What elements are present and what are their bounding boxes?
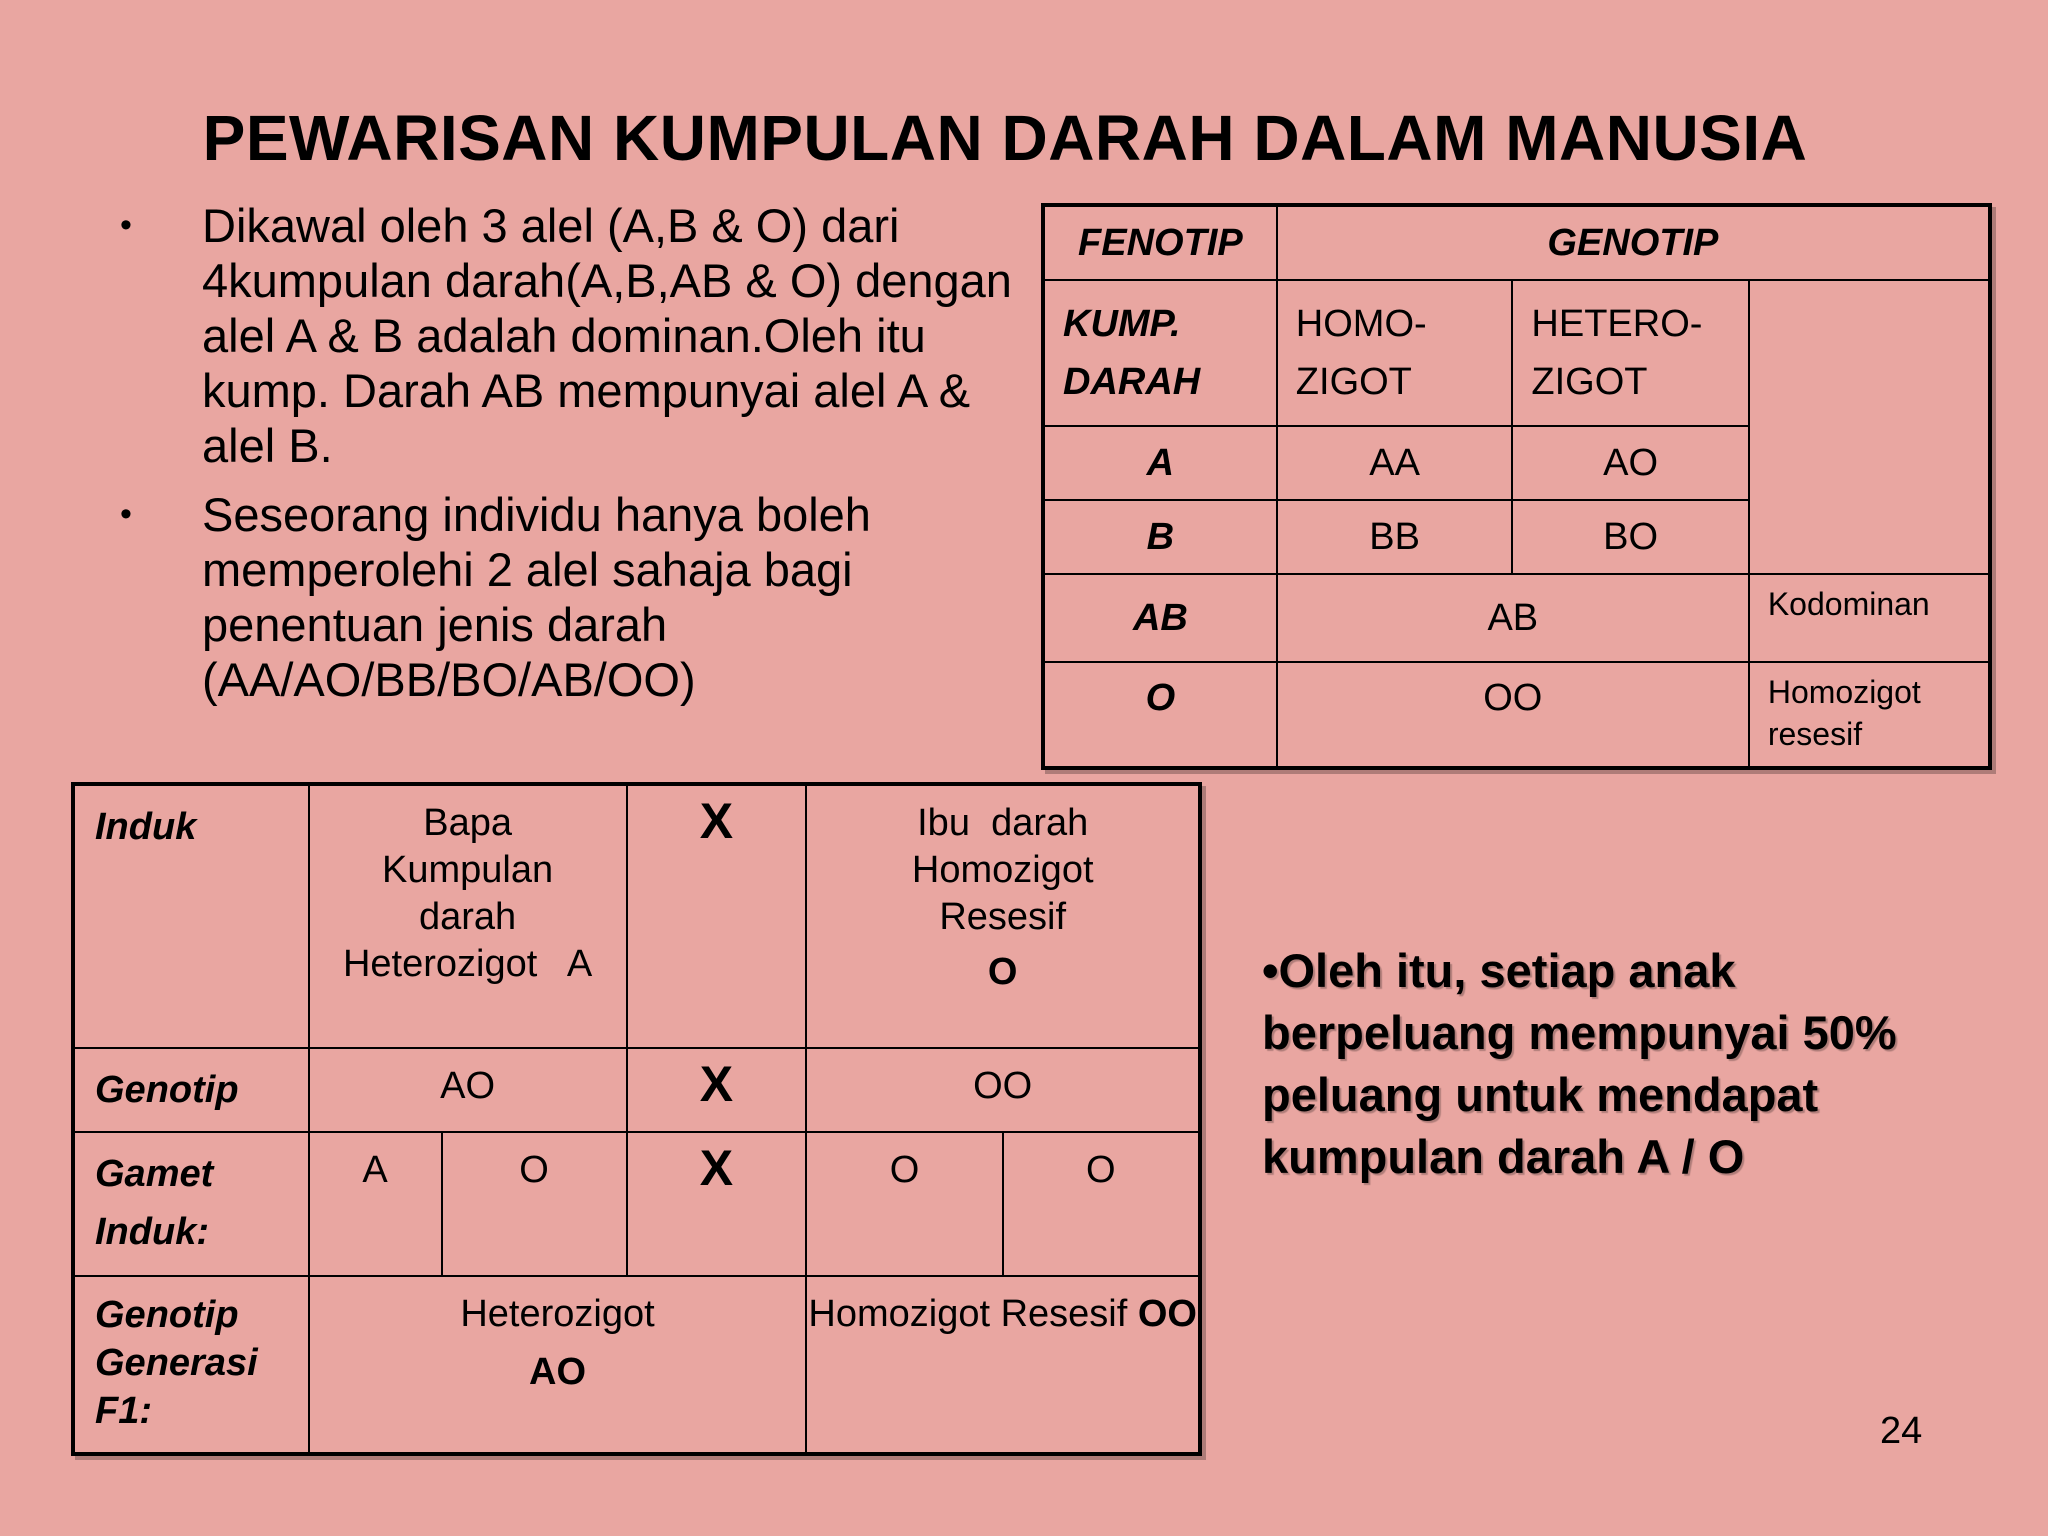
f1-label xyxy=(73,1276,309,1454)
f1-left-cell xyxy=(309,1276,807,1454)
f1-label-line: Generasi xyxy=(95,1342,258,1384)
note-cell: Kodominan xyxy=(1749,574,1990,662)
hetero-cell: AO xyxy=(1512,426,1748,500)
cross-symbol: X xyxy=(627,784,807,1048)
induk-label: Induk xyxy=(73,784,309,1048)
cross-table xyxy=(71,782,1202,1456)
bullet-item xyxy=(120,487,1020,707)
homo-cell: BB xyxy=(1277,500,1513,574)
hetero-cell: BO xyxy=(1512,500,1748,574)
genotip-label: Genotip xyxy=(73,1048,309,1132)
table-row xyxy=(1043,574,1990,662)
father-line: Bapa xyxy=(423,802,512,844)
bullet-icon: • xyxy=(120,495,132,533)
f1-label-line: F1: xyxy=(95,1390,152,1432)
f1-right-cell xyxy=(806,1276,1200,1454)
f1-right-genotype: OO xyxy=(1137,1293,1197,1335)
bullet-icon: • xyxy=(120,206,132,244)
f1-left-genotype: AO xyxy=(529,1351,587,1393)
mother-line: Resesif xyxy=(939,896,1067,938)
zigot-line: ZIGOT xyxy=(1531,361,1648,403)
heterozigot-header xyxy=(1512,280,1748,426)
mother-line: Homozigot xyxy=(911,849,1094,891)
slide-title: PEWARISAN KUMPULAN DARAH DALAM MANUSIA xyxy=(202,102,1808,174)
mother-genotype: OO xyxy=(806,1048,1200,1132)
page-number: 24 xyxy=(1880,1410,1923,1452)
conclusion-text: •Oleh itu, setiap anak berpeluang mempunyai 50% peluang untuk mendapat kumpulan darah A / O xyxy=(1262,944,1897,1183)
note-cell: Homozigot resesif xyxy=(1749,662,1990,768)
bullet-text: Dikawal oleh 3 alel (A,B & O) dari 4kumpulan darah(A,B,AB & O) dengan alel A & B adalah dominan.Oleh itu kump. Darah AB mempunyai alel A & alel B. xyxy=(202,199,1012,472)
cross-symbol: X xyxy=(627,1048,807,1132)
father-gamete: O xyxy=(442,1132,627,1276)
cross-symbol: X xyxy=(627,1132,807,1276)
f1-label-line: Genotip xyxy=(95,1294,239,1336)
father-line: Heterozigot A xyxy=(342,943,593,985)
kump-darah-label xyxy=(1043,280,1277,426)
bullet-list xyxy=(120,198,1020,721)
zigot-line: ZIGOT xyxy=(1295,361,1412,403)
father-cell xyxy=(309,784,627,1048)
table-row xyxy=(1043,662,1990,768)
father-line: Kumpulan xyxy=(382,849,554,891)
mother-line: O xyxy=(987,951,1018,993)
header-genotip: GENOTIP xyxy=(1277,205,1990,280)
f1-left-line: Heterozigot xyxy=(460,1293,655,1335)
header-fenotip: FENOTIP xyxy=(1043,205,1277,280)
genotype-cell: AB xyxy=(1277,574,1749,662)
darah-line: DARAH xyxy=(1063,361,1201,403)
mother-line: Ibu darah xyxy=(917,802,1089,844)
group-cell: AB xyxy=(1043,574,1277,662)
group-cell: A xyxy=(1043,426,1277,500)
genotype-cell: OO xyxy=(1277,662,1749,768)
mother-gamete: O xyxy=(806,1132,1002,1276)
homo-line: HOMO- xyxy=(1295,303,1427,345)
homozigot-header xyxy=(1277,280,1513,426)
father-gamete: A xyxy=(309,1132,442,1276)
gamet-line: Gamet xyxy=(95,1153,214,1195)
group-cell: B xyxy=(1043,500,1277,574)
hetero-line: HETERO- xyxy=(1531,303,1703,345)
homo-cell: AA xyxy=(1277,426,1513,500)
bullet-text: Seseorang individu hanya boleh memperolehi 2 alel sahaja bagi penentuan jenis darah (AA/AO/BB/BO/AB/OO) xyxy=(202,488,871,706)
group-cell: O xyxy=(1043,662,1277,768)
mother-cell xyxy=(806,784,1200,1048)
mother-gamete: O xyxy=(1003,1132,1200,1276)
genotype-table xyxy=(1041,203,1992,770)
gamet-label xyxy=(73,1132,309,1276)
bullet-item xyxy=(120,198,1020,473)
kump-line: KUMP. xyxy=(1063,303,1181,345)
blank-cell xyxy=(1749,280,1990,574)
father-line: darah xyxy=(419,896,517,938)
induk-line: Induk: xyxy=(95,1211,209,1253)
f1-right-text: Homozigot Resesif xyxy=(808,1293,1138,1335)
father-genotype: AO xyxy=(309,1048,627,1132)
